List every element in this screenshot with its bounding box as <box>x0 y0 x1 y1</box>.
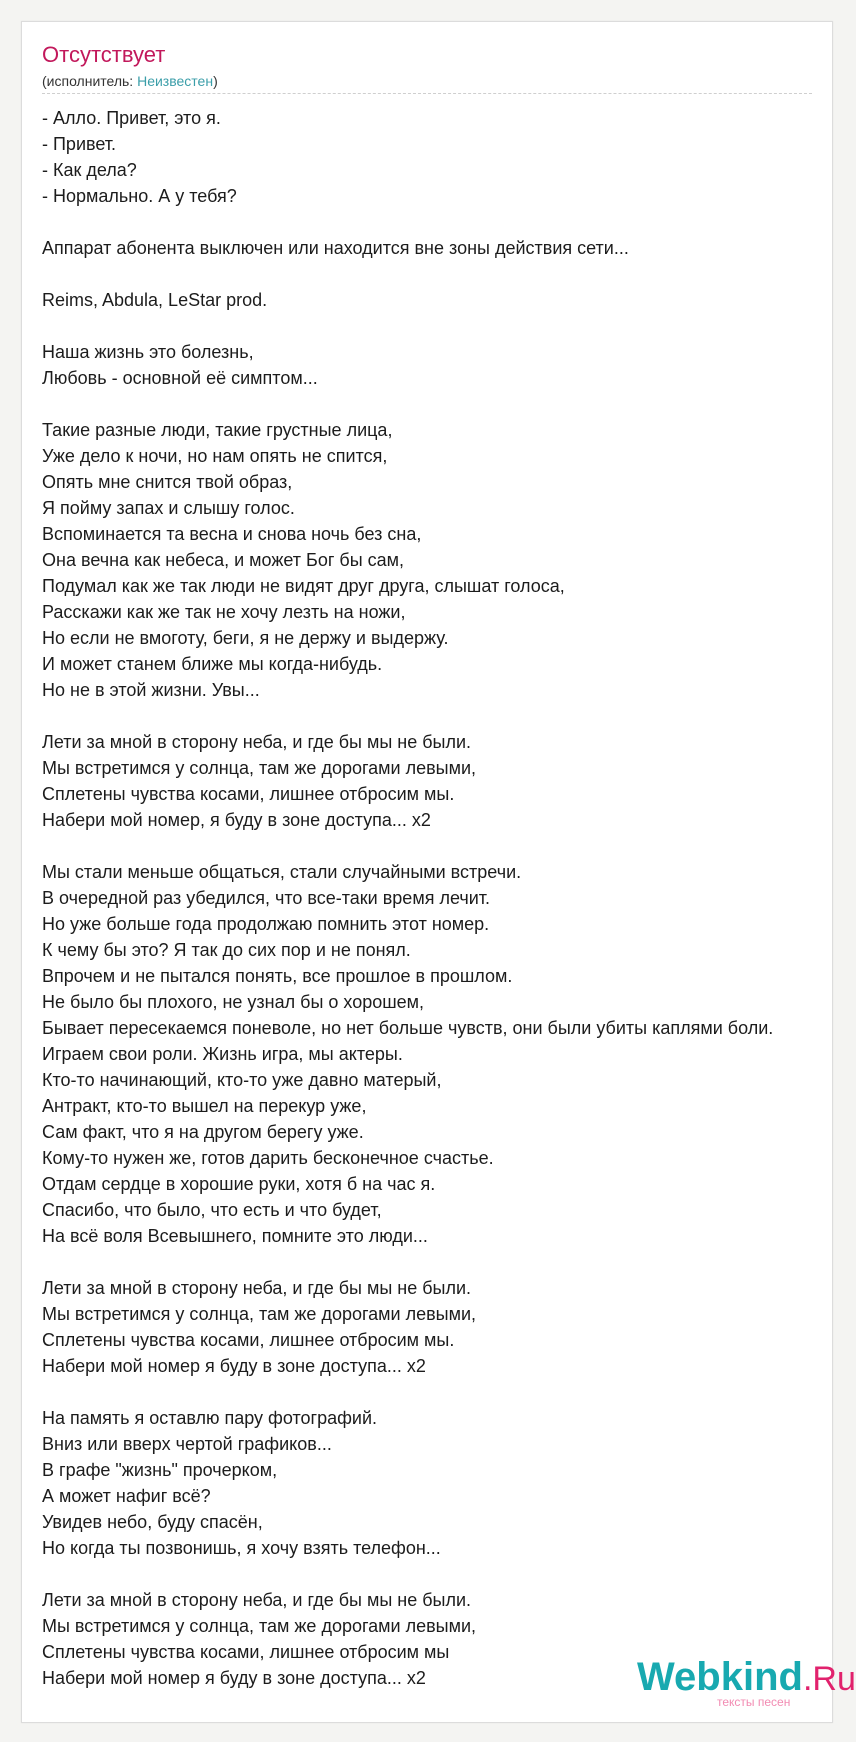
artist-line <box>42 73 218 90</box>
artist-link[interactable]: Неизвестен <box>137 73 214 89</box>
song-title: Отсутствует <box>42 42 166 67</box>
lyrics-card <box>21 21 856 1723</box>
site-logo-tagline: тексты песен <box>717 1695 791 1709</box>
site-logo[interactable] <box>637 1655 856 1717</box>
site-logo-name: Webkind <box>637 1655 803 1699</box>
title-divider <box>42 93 812 94</box>
site-logo-domain: .Ru <box>802 1660 856 1698</box>
artist-prefix: (исполнитель: <box>42 73 138 89</box>
artist-suffix: ) <box>213 73 218 89</box>
lyrics-text: - Алло. Привет, это я. - Привет. - Как дела? - Нормально. А у тебя? Аппарат абонента выключен или находится вне зоны действия сети... Reims, Abdula, LeStar prod. Наша жизнь это болезнь, Любовь - основной её симптом... Такие разные люди, такие грустные лица, Уже дело к ночи, но нам опять не спится, Опять мне снится твой образ, Я пойму запах и слышу голос. Вспоминается та весна и снова ночь без сна, Она вечна как небеса, и может Бог бы сам, Подумал как же так люди не видят друг друга, слышат голоса, Расскажи как же так не хочу лезть на ножи, Но если не вмоготу, беги, я не держу и выдержу. И может станем ближе мы когда-нибудь. Но не в этой жизни. Увы... Лети за мной в сторону неба, и где бы мы не были. Мы встретимся у солнца, там же дорогами левыми, Сплетены чувства косами, лишнее отбросим мы. Набери мой номер, я буду в зоне доступа... x2 Мы стали меньше общаться, стали случайными встречи. В очередной раз убедился, что все-таки время лечит. Но уже больше года продолжаю помнить этот номер. К чему бы это? Я так до сих пор и не понял. Впрочем и не пытался понять, все прошлое в прошлом. Не было бы плохого, не узнал бы о хорошем, Бывает пересекаемся поневоле, но нет больше чувств, они были убиты каплями боли. Играем свои роли. Жизнь игра, мы актеры. Кто-то начинающий, кто-то уже давно матерый, Антракт, кто-то вышел на перекур уже, Сам факт, что я на другом берегу уже. Кому-то нужен же, готов дарить бесконечное счастье. Отдам сердце в хорошие руки, хотя б на час я. Спасибо, что было, что есть и что будет, На всё воля Всевышнего, помните это люди... Лети за мной в сторону неба, и где бы мы не были. Мы встретимся у солнца, там же дорогами левыми, Сплетены чувства косами, лишнее отбросим мы. Набери мой номер я буду в зоне доступа... x2 На память я оставлю пару фотографий. Вниз или вверх чертой графиков... В графе "жизнь" прочерком, А может нафиг всё? Увидев небо, буду спасён, Но когда ты позвонишь, я хочу взять телефон... Лети за мной в сторону неба, и где бы мы не были. Мы встретимся у солнца, там же дорогами левыми, Сплетены чувства косами, лишнее отбросим мы Набери мой номер я буду в зоне доступа... x2 <box>42 108 774 1688</box>
